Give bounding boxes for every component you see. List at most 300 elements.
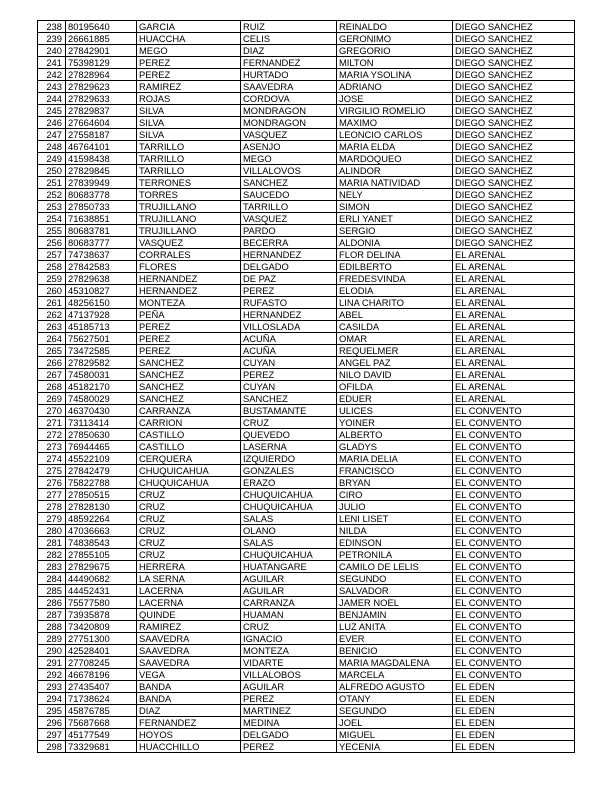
second-surname-cell: MONDRAGON xyxy=(241,105,337,117)
table-row xyxy=(38,429,575,441)
given-names-cell: FRANCISCO xyxy=(337,465,453,477)
given-names-cell: BENICIO xyxy=(337,645,453,657)
row-number-cell: 242 xyxy=(38,69,66,81)
dni-cell: 44452431 xyxy=(66,585,137,597)
first-surname-cell: CASTILLO xyxy=(137,429,241,441)
table-row xyxy=(38,69,575,81)
dni-cell: 27664604 xyxy=(66,117,137,129)
first-surname-cell: GARCIA xyxy=(137,21,241,33)
row-number-cell: 279 xyxy=(38,513,66,525)
dni-cell: 45185713 xyxy=(66,321,137,333)
first-surname-cell: LACERNA xyxy=(137,597,241,609)
sector-cell: EL ARENAL xyxy=(453,285,575,297)
sector-cell: DIEGO SANCHEZ xyxy=(453,81,575,93)
second-surname-cell: TARRILLO xyxy=(241,201,337,213)
sector-cell: EL EDEN xyxy=(453,717,575,729)
table-row xyxy=(38,477,575,489)
first-surname-cell: PEÑA xyxy=(137,309,241,321)
dni-cell: 80195640 xyxy=(66,21,137,33)
sector-cell: EL CONVENTO xyxy=(453,669,575,681)
table-row xyxy=(38,453,575,465)
given-names-cell: MAXIMO xyxy=(337,117,453,129)
first-surname-cell: CRUZ xyxy=(137,549,241,561)
first-surname-cell: SANCHEZ xyxy=(137,357,241,369)
sector-cell: EL ARENAL xyxy=(453,381,575,393)
dni-cell: 45177549 xyxy=(66,729,137,741)
sector-cell: EL CONVENTO xyxy=(453,405,575,417)
given-names-cell: LEONCIO CARLOS xyxy=(337,129,453,141)
row-number-cell: 251 xyxy=(38,177,66,189)
first-surname-cell: TRUJILLANO xyxy=(137,225,241,237)
first-surname-cell: VASQUEZ xyxy=(137,237,241,249)
sector-cell: DIEGO SANCHEZ xyxy=(453,141,575,153)
table-row xyxy=(38,405,575,417)
given-names-cell: GREGORIO xyxy=(337,45,453,57)
sector-cell: EL CONVENTO xyxy=(453,537,575,549)
first-surname-cell: BANDA xyxy=(137,681,241,693)
dni-cell: 75627501 xyxy=(66,333,137,345)
given-names-cell: ERLI YANET xyxy=(337,213,453,225)
sector-cell: EL CONVENTO xyxy=(453,441,575,453)
second-surname-cell: ACUÑA xyxy=(241,345,337,357)
registry-table xyxy=(37,20,575,753)
row-number-cell: 250 xyxy=(38,165,66,177)
given-names-cell: EDUER xyxy=(337,393,453,405)
second-surname-cell: HURTADO xyxy=(241,69,337,81)
row-number-cell: 274 xyxy=(38,453,66,465)
dni-cell: 27850733 xyxy=(66,201,137,213)
first-surname-cell: LACERNA xyxy=(137,585,241,597)
given-names-cell: OTANY xyxy=(337,693,453,705)
table-row xyxy=(38,705,575,717)
sector-cell: DIEGO SANCHEZ xyxy=(453,177,575,189)
first-surname-cell: PEREZ xyxy=(137,321,241,333)
row-number-cell: 298 xyxy=(38,741,66,753)
row-number-cell: 284 xyxy=(38,573,66,585)
first-surname-cell: HERRERA xyxy=(137,561,241,573)
first-surname-cell: CARRANZA xyxy=(137,405,241,417)
dni-cell: 27842901 xyxy=(66,45,137,57)
table-row xyxy=(38,513,575,525)
table-row xyxy=(38,285,575,297)
sector-cell: EL CONVENTO xyxy=(453,489,575,501)
sector-cell: EL CONVENTO xyxy=(453,513,575,525)
row-number-cell: 253 xyxy=(38,201,66,213)
second-surname-cell: PEREZ xyxy=(241,285,337,297)
second-surname-cell: BUSTAMANTE xyxy=(241,405,337,417)
first-surname-cell: DIAZ xyxy=(137,705,241,717)
second-surname-cell: PEREZ xyxy=(241,369,337,381)
first-surname-cell: SAAVEDRA xyxy=(137,633,241,645)
second-surname-cell: MONTEZA xyxy=(241,645,337,657)
second-surname-cell: CARRANZA xyxy=(241,597,337,609)
first-surname-cell: CRUZ xyxy=(137,501,241,513)
given-names-cell: MARDOQUEO xyxy=(337,153,453,165)
table-row xyxy=(38,153,575,165)
sector-cell: EL EDEN xyxy=(453,693,575,705)
given-names-cell: CAMILO DE LELIS xyxy=(337,561,453,573)
dni-cell: 80683778 xyxy=(66,189,137,201)
row-number-cell: 238 xyxy=(38,21,66,33)
row-number-cell: 292 xyxy=(38,669,66,681)
dni-cell: 74838543 xyxy=(66,537,137,549)
table-row xyxy=(38,381,575,393)
second-surname-cell: LASERNA xyxy=(241,441,337,453)
sector-cell: DIEGO SANCHEZ xyxy=(453,237,575,249)
second-surname-cell: CUYAN xyxy=(241,357,337,369)
row-number-cell: 297 xyxy=(38,729,66,741)
given-names-cell: YOINER xyxy=(337,417,453,429)
dni-cell: 46678196 xyxy=(66,669,137,681)
second-surname-cell: VILLALOBOS xyxy=(241,669,337,681)
given-names-cell: MARIA MAGDALENA xyxy=(337,657,453,669)
given-names-cell: FLOR DELINA xyxy=(337,249,453,261)
row-number-cell: 267 xyxy=(38,369,66,381)
sector-cell: DIEGO SANCHEZ xyxy=(453,225,575,237)
dni-cell: 26661885 xyxy=(66,33,137,45)
sector-cell: EL EDEN xyxy=(453,705,575,717)
table-row xyxy=(38,177,575,189)
first-surname-cell: TARRILLO xyxy=(137,153,241,165)
row-number-cell: 254 xyxy=(38,213,66,225)
given-names-cell: MARIA ELDA xyxy=(337,141,453,153)
given-names-cell: MARIA DELIA xyxy=(337,453,453,465)
second-surname-cell: AGUILAR xyxy=(241,573,337,585)
first-surname-cell: PEREZ xyxy=(137,57,241,69)
row-number-cell: 255 xyxy=(38,225,66,237)
second-surname-cell: VILLOSLADA xyxy=(241,321,337,333)
first-surname-cell: PEREZ xyxy=(137,333,241,345)
second-surname-cell: DE PAZ xyxy=(241,273,337,285)
given-names-cell: NILO DAVID xyxy=(337,369,453,381)
second-surname-cell: ACUÑA xyxy=(241,333,337,345)
first-surname-cell: FLORES xyxy=(137,261,241,273)
sector-cell: EL CONVENTO xyxy=(453,621,575,633)
sector-cell: EL ARENAL xyxy=(453,345,575,357)
first-surname-cell: HERNANDEZ xyxy=(137,273,241,285)
table-row xyxy=(38,489,575,501)
row-number-cell: 271 xyxy=(38,417,66,429)
row-number-cell: 268 xyxy=(38,381,66,393)
dni-cell: 27829845 xyxy=(66,165,137,177)
table-row xyxy=(38,45,575,57)
dni-cell: 27829638 xyxy=(66,273,137,285)
first-surname-cell: CERQUERA xyxy=(137,453,241,465)
first-surname-cell: SAAVEDRA xyxy=(137,657,241,669)
row-number-cell: 259 xyxy=(38,273,66,285)
table-row xyxy=(38,609,575,621)
second-surname-cell: MEDINA xyxy=(241,717,337,729)
sector-cell: EL CONVENTO xyxy=(453,585,575,597)
row-number-cell: 265 xyxy=(38,345,66,357)
second-surname-cell: HUAMAN xyxy=(241,609,337,621)
row-number-cell: 276 xyxy=(38,477,66,489)
sector-cell: EL ARENAL xyxy=(453,273,575,285)
sector-cell: DIEGO SANCHEZ xyxy=(453,33,575,45)
table-row xyxy=(38,597,575,609)
sector-cell: EL ARENAL xyxy=(453,261,575,273)
given-names-cell: ALBERTO xyxy=(337,429,453,441)
table-row xyxy=(38,333,575,345)
dni-cell: 73472585 xyxy=(66,345,137,357)
dni-cell: 74738637 xyxy=(66,249,137,261)
second-surname-cell: DIAZ xyxy=(241,45,337,57)
row-number-cell: 286 xyxy=(38,597,66,609)
first-surname-cell: CRUZ xyxy=(137,537,241,549)
dni-cell: 27829837 xyxy=(66,105,137,117)
sector-cell: EL ARENAL xyxy=(453,249,575,261)
sector-cell: EL ARENAL xyxy=(453,357,575,369)
dni-cell: 45310827 xyxy=(66,285,137,297)
row-number-cell: 275 xyxy=(38,465,66,477)
sector-cell: EL CONVENTO xyxy=(453,633,575,645)
given-names-cell: ELODIA xyxy=(337,285,453,297)
table-row xyxy=(38,105,575,117)
table-row xyxy=(38,621,575,633)
row-number-cell: 262 xyxy=(38,309,66,321)
table-row xyxy=(38,273,575,285)
sector-cell: EL CONVENTO xyxy=(453,429,575,441)
table-row xyxy=(38,129,575,141)
dni-cell: 80683781 xyxy=(66,225,137,237)
table-row xyxy=(38,549,575,561)
second-surname-cell: DELGADO xyxy=(241,261,337,273)
sector-cell: EL EDEN xyxy=(453,741,575,753)
given-names-cell: CIRO xyxy=(337,489,453,501)
second-surname-cell: CUYAN xyxy=(241,381,337,393)
first-surname-cell: CORRALES xyxy=(137,249,241,261)
sector-cell: EL CONVENTO xyxy=(453,597,575,609)
first-surname-cell: MONTEZA xyxy=(137,297,241,309)
given-names-cell: VIRGILIO ROMELIO xyxy=(337,105,453,117)
row-number-cell: 291 xyxy=(38,657,66,669)
given-names-cell: LINA CHARITO xyxy=(337,297,453,309)
first-surname-cell: CHUQUICAHUA xyxy=(137,477,241,489)
registry-table-body xyxy=(38,21,575,753)
sector-cell: DIEGO SANCHEZ xyxy=(453,213,575,225)
row-number-cell: 240 xyxy=(38,45,66,57)
second-surname-cell: CHUQUICAHUA xyxy=(241,501,337,513)
table-row xyxy=(38,573,575,585)
dni-cell: 27558187 xyxy=(66,129,137,141)
first-surname-cell: CHUQUICAHUA xyxy=(137,465,241,477)
dni-cell: 71638851 xyxy=(66,213,137,225)
first-surname-cell: TORRES xyxy=(137,189,241,201)
sector-cell: DIEGO SANCHEZ xyxy=(453,129,575,141)
second-surname-cell: MARTINEZ xyxy=(241,705,337,717)
second-surname-cell: MONDRAGON xyxy=(241,117,337,129)
given-names-cell: EDILBERTO xyxy=(337,261,453,273)
table-row xyxy=(38,21,575,33)
first-surname-cell: HUACCHA xyxy=(137,33,241,45)
first-surname-cell: TARRILLO xyxy=(137,141,241,153)
dni-cell: 46764101 xyxy=(66,141,137,153)
dni-cell: 41598438 xyxy=(66,153,137,165)
dni-cell: 46370430 xyxy=(66,405,137,417)
first-surname-cell: SANCHEZ xyxy=(137,369,241,381)
first-surname-cell: SANCHEZ xyxy=(137,393,241,405)
row-number-cell: 260 xyxy=(38,285,66,297)
second-surname-cell: SALAS xyxy=(241,537,337,549)
row-number-cell: 239 xyxy=(38,33,66,45)
table-row xyxy=(38,261,575,273)
table-row xyxy=(38,189,575,201)
row-number-cell: 272 xyxy=(38,429,66,441)
row-number-cell: 278 xyxy=(38,501,66,513)
dni-cell: 73935878 xyxy=(66,609,137,621)
table-row xyxy=(38,225,575,237)
table-row xyxy=(38,369,575,381)
given-names-cell: REINALDO xyxy=(337,21,453,33)
row-number-cell: 249 xyxy=(38,153,66,165)
row-number-cell: 295 xyxy=(38,705,66,717)
table-row xyxy=(38,561,575,573)
sector-cell: EL ARENAL xyxy=(453,333,575,345)
sector-cell: EL ARENAL xyxy=(453,321,575,333)
given-names-cell: JOEL xyxy=(337,717,453,729)
first-surname-cell: CRUZ xyxy=(137,513,241,525)
dni-cell: 74580031 xyxy=(66,369,137,381)
given-names-cell: BENJAMIN xyxy=(337,609,453,621)
row-number-cell: 283 xyxy=(38,561,66,573)
given-names-cell: MILTON xyxy=(337,57,453,69)
dni-cell: 80683777 xyxy=(66,237,137,249)
row-number-cell: 248 xyxy=(38,141,66,153)
row-number-cell: 243 xyxy=(38,81,66,93)
sector-cell: EL CONVENTO xyxy=(453,561,575,573)
table-row xyxy=(38,633,575,645)
dni-cell: 42528401 xyxy=(66,645,137,657)
sector-cell: EL CONVENTO xyxy=(453,609,575,621)
table-row xyxy=(38,393,575,405)
first-surname-cell: ROJAS xyxy=(137,93,241,105)
first-surname-cell: TRUJILLANO xyxy=(137,213,241,225)
second-surname-cell: IZQUIERDO xyxy=(241,453,337,465)
sector-cell: EL CONVENTO xyxy=(453,465,575,477)
row-number-cell: 264 xyxy=(38,333,66,345)
dni-cell: 48256150 xyxy=(66,297,137,309)
row-number-cell: 257 xyxy=(38,249,66,261)
row-number-cell: 247 xyxy=(38,129,66,141)
table-row xyxy=(38,57,575,69)
given-names-cell: LUZ ANITA xyxy=(337,621,453,633)
second-surname-cell: FERNANDEZ xyxy=(241,57,337,69)
sector-cell: EL CONVENTO xyxy=(453,525,575,537)
dni-cell: 47137928 xyxy=(66,309,137,321)
table-row xyxy=(38,81,575,93)
row-number-cell: 252 xyxy=(38,189,66,201)
given-names-cell: SERGIO xyxy=(337,225,453,237)
second-surname-cell: RUIZ xyxy=(241,21,337,33)
row-number-cell: 293 xyxy=(38,681,66,693)
dni-cell: 73113414 xyxy=(66,417,137,429)
first-surname-cell: BANDA xyxy=(137,693,241,705)
dni-cell: 75577580 xyxy=(66,597,137,609)
second-surname-cell: MEGO xyxy=(241,153,337,165)
second-surname-cell: IGNACIO xyxy=(241,633,337,645)
row-number-cell: 263 xyxy=(38,321,66,333)
given-names-cell: LENI LISET xyxy=(337,513,453,525)
dni-cell: 27751300 xyxy=(66,633,137,645)
second-surname-cell: CRUZ xyxy=(241,417,337,429)
sector-cell: DIEGO SANCHEZ xyxy=(453,105,575,117)
dni-cell: 27842479 xyxy=(66,465,137,477)
second-surname-cell: CRUZ xyxy=(241,621,337,633)
row-number-cell: 256 xyxy=(38,237,66,249)
first-surname-cell: HUACCHILLO xyxy=(137,741,241,753)
dni-cell: 27829633 xyxy=(66,93,137,105)
first-surname-cell: CRUZ xyxy=(137,525,241,537)
dni-cell: 27829582 xyxy=(66,357,137,369)
table-row xyxy=(38,321,575,333)
table-row xyxy=(38,309,575,321)
given-names-cell: OFILDA xyxy=(337,381,453,393)
table-row xyxy=(38,525,575,537)
given-names-cell: FREDESVINDA xyxy=(337,273,453,285)
second-surname-cell: BECERRA xyxy=(241,237,337,249)
sector-cell: EL CONVENTO xyxy=(453,645,575,657)
second-surname-cell: SALAS xyxy=(241,513,337,525)
sector-cell: DIEGO SANCHEZ xyxy=(453,153,575,165)
first-surname-cell: QUINDE xyxy=(137,609,241,621)
given-names-cell: ANGEL PAZ xyxy=(337,357,453,369)
second-surname-cell: VASQUEZ xyxy=(241,213,337,225)
table-row xyxy=(38,93,575,105)
first-surname-cell: HOYOS xyxy=(137,729,241,741)
dni-cell: 27842583 xyxy=(66,261,137,273)
sector-cell: DIEGO SANCHEZ xyxy=(453,93,575,105)
dni-cell: 27855105 xyxy=(66,549,137,561)
table-row xyxy=(38,297,575,309)
second-surname-cell: SANCHEZ xyxy=(241,393,337,405)
given-names-cell: ALDONIA xyxy=(337,237,453,249)
second-surname-cell: HERNANDEZ xyxy=(241,249,337,261)
given-names-cell: JOSE xyxy=(337,93,453,105)
row-number-cell: 241 xyxy=(38,57,66,69)
table-row xyxy=(38,249,575,261)
sector-cell: DIEGO SANCHEZ xyxy=(453,165,575,177)
given-names-cell: SALVADOR xyxy=(337,585,453,597)
row-number-cell: 245 xyxy=(38,105,66,117)
sector-cell: EL CONVENTO xyxy=(453,657,575,669)
second-surname-cell: CORDOVA xyxy=(241,93,337,105)
first-surname-cell: CRUZ xyxy=(137,489,241,501)
second-surname-cell: DELGADO xyxy=(241,729,337,741)
dni-cell: 27829623 xyxy=(66,81,137,93)
table-row xyxy=(38,201,575,213)
dni-cell: 27850515 xyxy=(66,489,137,501)
second-surname-cell: SAAVEDRA xyxy=(241,81,337,93)
dni-cell: 27708245 xyxy=(66,657,137,669)
dni-cell: 45182170 xyxy=(66,381,137,393)
row-number-cell: 258 xyxy=(38,261,66,273)
table-row xyxy=(38,585,575,597)
second-surname-cell: RUFASTO xyxy=(241,297,337,309)
second-surname-cell: PEREZ xyxy=(241,693,337,705)
row-number-cell: 289 xyxy=(38,633,66,645)
given-names-cell: ULICES xyxy=(337,405,453,417)
table-row xyxy=(38,33,575,45)
given-names-cell: SEGUNDO xyxy=(337,573,453,585)
first-surname-cell: LA SERNA xyxy=(137,573,241,585)
second-surname-cell: HERNANDEZ xyxy=(241,309,337,321)
row-number-cell: 261 xyxy=(38,297,66,309)
table-row xyxy=(38,441,575,453)
given-names-cell: ADRIANO xyxy=(337,81,453,93)
first-surname-cell: SILVA xyxy=(137,117,241,129)
table-row xyxy=(38,465,575,477)
given-names-cell: BRYAN xyxy=(337,477,453,489)
